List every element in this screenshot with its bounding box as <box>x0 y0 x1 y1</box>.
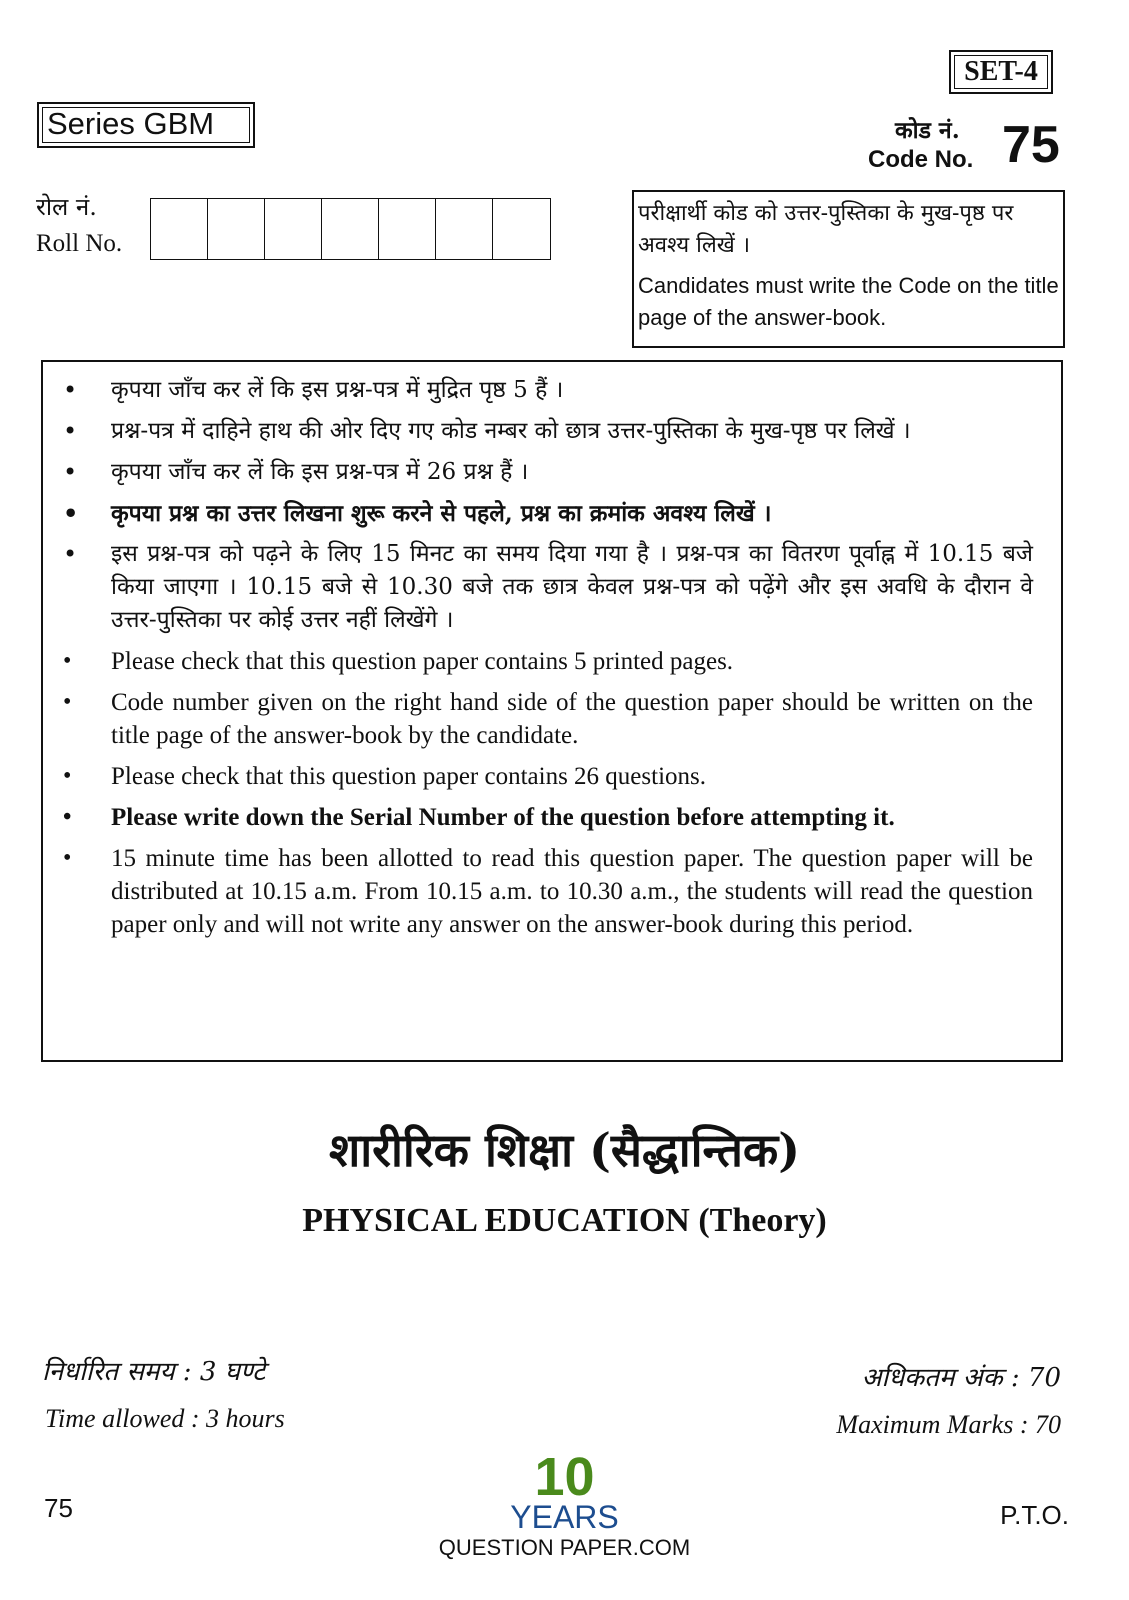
code-number: 75 <box>1002 116 1060 174</box>
bullet-icon: • <box>63 417 78 445</box>
time-allowed-hindi: निर्धारित समय : 3 घण्टे <box>42 1357 266 1387</box>
instruction-item: • Code number given on the right hand side of the question paper should be written on the title page of the answer-book by the candidate. <box>111 686 1033 752</box>
bullet-icon: • <box>63 540 78 568</box>
roll-digit-box[interactable] <box>265 199 322 259</box>
instruction-item: • Please check that this question paper contains 26 questions. <box>111 760 1033 793</box>
roll-digit-box[interactable] <box>379 199 436 259</box>
bullet-icon: • <box>63 845 72 871</box>
roll-digit-box[interactable] <box>151 199 208 259</box>
roll-number-grid[interactable] <box>150 198 551 260</box>
bullet-icon: • <box>63 804 72 830</box>
bullet-icon: • <box>63 458 78 486</box>
watermark-number: 10 <box>534 1447 595 1507</box>
instruction-item: • कृपया जाँच कर लें कि इस प्रश्न-पत्र में 26 प्रश्न हैं । <box>111 456 1033 489</box>
code-note-box <box>632 190 1065 348</box>
maximum-marks-english: Maximum Marks : 70 <box>836 1410 1061 1439</box>
page-title-hindi: शारीरिक शिक्षा (सैद्धान्तिक) <box>328 1123 801 1177</box>
roll-digit-box[interactable] <box>322 199 379 259</box>
watermark-years: YEARS <box>510 1499 619 1535</box>
page-code: 75 <box>44 1493 73 1523</box>
page-title-english: PHYSICAL EDUCATION (Theory) <box>302 1202 827 1239</box>
instruction-item: • Please check that this question paper contains 5 printed pages. <box>111 645 1033 678</box>
instructions-box <box>41 360 1063 1062</box>
code-label-english: Code No. <box>868 146 974 173</box>
watermark-site: QUESTION PAPER.COM <box>438 1535 691 1560</box>
time-allowed-english: Time allowed : 3 hours <box>45 1404 285 1433</box>
code-note-english: Candidates must write the Code on the title page of the answer-book. <box>638 273 1059 330</box>
series-label: Series GBM <box>37 102 255 148</box>
instruction-item: • Please write down the Serial Number of the question before attempting it. <box>111 801 1033 834</box>
instructions-list <box>63 374 1033 941</box>
code-label-hindi: कोड नं. <box>895 117 960 144</box>
instruction-item: • प्रश्न-पत्र में दाहिने हाथ की ओर दिए गए कोड नम्बर को छात्र उत्तर-पुस्तिका के मुख-पृष्ठ पर लिखें । <box>111 415 1033 448</box>
instruction-item: • इस प्रश्न-पत्र को पढ़ने के लिए 15 मिनट का समय दिया गया है । प्रश्न-पत्र का वितरण पूर्वाह्न में 10.15 बजे किया जाएगा । 10.15 बजे से 10.30 बजे तक छात्र केवल प्रश्न-पत्र को पढ़ेंगे और इस अवधि के दौरान वे उत्तर-पुस्तिका पर कोई उत्तर नहीं लिखेंगे । <box>63 540 1033 633</box>
roll-label-hindi: रोल नं. <box>36 193 97 221</box>
roll-digit-box[interactable] <box>436 199 493 259</box>
code-note-hindi: परीक्षार्थी कोड को उत्तर-पुस्तिका के मुख-पृष्ठ पर अवश्य लिखें । <box>638 201 1014 258</box>
instruction-item: • 15 minute time has been allotted to read this question paper. The question paper will be distributed at 10.15 a.m. From 10.15 a.m. to 10.30 a.m., the students will read the question paper only and will not write any answer on the answer-book during this period. <box>111 842 1033 941</box>
instruction-item: • कृपया प्रश्न का उत्तर लिखना शुरू करने से पहले, प्रश्न का क्रमांक अवश्य लिखें । <box>63 499 772 528</box>
set-label: SET-4 <box>949 50 1053 94</box>
bullet-icon: • <box>63 648 72 674</box>
bullet-icon: • <box>63 689 72 715</box>
pto-label: P.T.O. <box>1000 1500 1069 1530</box>
roll-label-english: Roll No. <box>36 230 123 257</box>
bullet-icon: • <box>63 499 79 528</box>
bullet-icon: • <box>63 376 78 404</box>
roll-digit-box[interactable] <box>493 199 550 259</box>
maximum-marks-hindi: अधिकतम अंक : 70 <box>861 1363 1061 1393</box>
instruction-item: • कृपया जाँच कर लें कि इस प्रश्न-पत्र में मुद्रित पृष्ठ 5 हैं । <box>111 374 1033 407</box>
roll-digit-box[interactable] <box>208 199 265 259</box>
bullet-icon: • <box>63 763 72 789</box>
